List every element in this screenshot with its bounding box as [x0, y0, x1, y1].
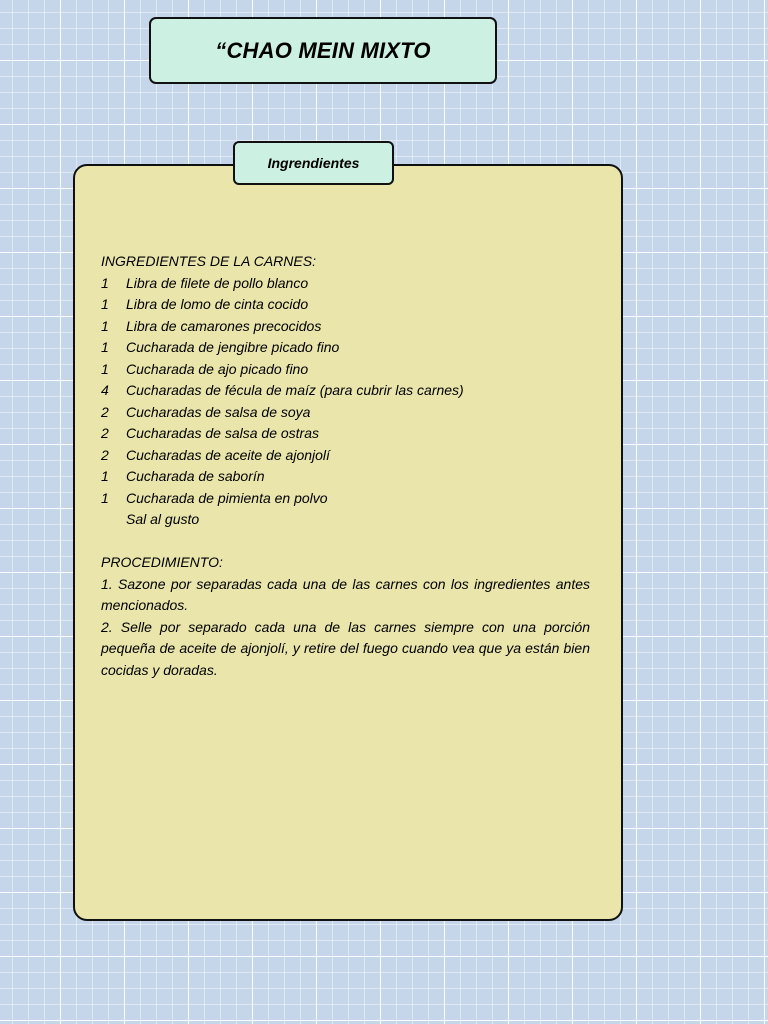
- ingredient-text: Cucharada de pimienta en polvo: [126, 489, 328, 506]
- recipe-content: [101, 251, 590, 681]
- ingredient-item: [101, 445, 590, 467]
- procedure-heading: PROCEDIMIENTO:: [101, 554, 223, 570]
- ingredient-item: [101, 423, 590, 445]
- ingredient-qty: 2: [101, 403, 109, 420]
- ingredient-item: [101, 337, 590, 359]
- ingredients-heading: INGREDIENTES DE LA CARNES:: [101, 253, 316, 269]
- ingredient-text: Cucharadas de aceite de ajonjolí: [126, 446, 330, 463]
- ingredient-qty: 1: [101, 489, 109, 506]
- section-spacer: [101, 531, 590, 553]
- ingredient-item: [101, 509, 590, 531]
- ingredient-item: [101, 380, 590, 402]
- ingredient-text: Cucharadas de salsa de ostras: [126, 425, 319, 441]
- ingredient-qty: [101, 509, 126, 531]
- ingredient-qty: 4: [101, 382, 109, 398]
- recipe-title-box: [149, 17, 497, 84]
- ingredient-text: Sal al gusto: [126, 511, 200, 527]
- ingredients-tab-label: Ingrendientes: [267, 155, 360, 171]
- ingredient-item: [101, 488, 590, 510]
- ingredient-qty: 1: [101, 360, 109, 377]
- ingredient-item: [101, 316, 590, 338]
- procedure-step: 1. Sazone por separadas cada una de las carnes con los ingredientes antes mencionados.: [101, 575, 590, 613]
- ingredient-item: [101, 402, 590, 424]
- ingredient-text: Cucharada de jengibre picado fino: [126, 339, 340, 355]
- ingredient-qty: 1: [101, 468, 109, 484]
- ingredient-item: [101, 466, 590, 488]
- ingredient-item: [101, 273, 590, 295]
- ingredient-text: Cucharada de saborín: [126, 468, 265, 484]
- ingredient-text: Cucharadas de fécula de maíz (para cubrir las carnes): [126, 382, 464, 398]
- ingredient-text: Cucharadas de salsa de soya: [126, 403, 311, 420]
- ingredients-tab: [233, 141, 394, 185]
- ingredient-item: [101, 294, 590, 316]
- ingredient-item: [101, 359, 590, 381]
- ingredient-qty: 2: [101, 425, 109, 441]
- ingredient-text: Libra de filete de pollo blanco: [126, 274, 309, 291]
- ingredient-qty: 2: [101, 446, 109, 463]
- ingredient-qty: 1: [101, 296, 109, 312]
- procedure-step: 2. Selle por separado cada una de las carnes siempre con una porción pequeña de aceite de ajonjolí, y retire del fuego cuando vea que ya están bien cocidas y doradas.: [101, 618, 590, 678]
- ingredient-qty: 1: [101, 274, 109, 291]
- recipe-title: “CHAO MEIN MIXTO: [215, 37, 431, 63]
- ingredient-text: Libra de lomo de cinta cocido: [126, 296, 309, 312]
- ingredient-text: Cucharada de ajo picado fino: [126, 360, 309, 377]
- ingredient-text: Libra de camarones precocidos: [126, 317, 322, 334]
- ingredient-qty: 1: [101, 339, 109, 355]
- ingredient-qty: 1: [101, 317, 109, 334]
